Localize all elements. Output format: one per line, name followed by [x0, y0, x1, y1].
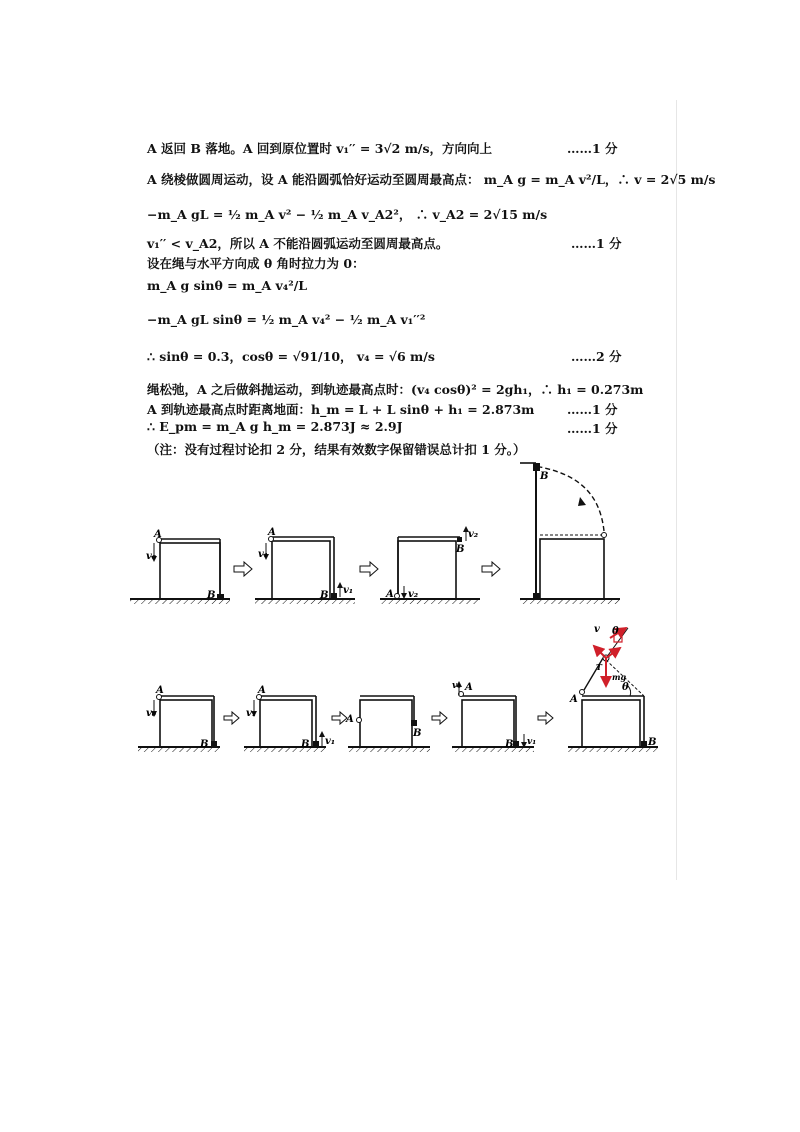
label-A-7: A	[346, 714, 354, 725]
label-B-1: B	[207, 590, 216, 601]
panel-8	[452, 681, 536, 752]
transition-arrow-6	[432, 712, 447, 724]
label-A-9: A	[570, 694, 578, 705]
text-line-6: m_A g sinθ = m_A v₄²/L	[147, 278, 308, 293]
label-v1b-8: v₁	[527, 737, 537, 747]
label-B-8: B	[505, 739, 514, 750]
transition-arrow-2	[360, 562, 378, 576]
panel-7	[345, 696, 430, 752]
diagram-row-2	[0, 620, 800, 765]
score-2: ……1 分	[571, 236, 622, 251]
label-B-9: B	[648, 737, 657, 748]
label-v2b-3: v₂	[468, 529, 479, 540]
label-B-3: B	[456, 544, 465, 555]
label-B-5: B	[200, 739, 209, 750]
text-line-9: 绳松弛，A 之后做斜抛运动，到轨迹最高点时：(v₄ cosθ)² = 2gh₁，∴ h₁ = 0.273m	[147, 382, 644, 397]
panel-6	[244, 685, 335, 752]
label-v1b-6: v₁	[325, 736, 336, 747]
label-v0-1: v₀	[146, 551, 157, 562]
label-A-2: A	[268, 527, 276, 538]
label-mg-9: mg	[612, 672, 627, 682]
label-v2-3: v₂	[408, 589, 419, 600]
label-A-8: A	[465, 682, 473, 693]
label-T-9: T	[596, 662, 602, 672]
label-v1-2: v₁	[258, 549, 269, 560]
text-line-1: A 返回 B 落地。A 回到原位置时 v₁′′ = 3√2 m/s，方向向上	[147, 141, 493, 156]
transition-arrow-3	[482, 562, 500, 576]
label-A-1: A	[154, 529, 162, 540]
label-A-5: A	[156, 685, 164, 696]
label-v1-8: v₁	[452, 681, 462, 691]
label-v-9: v	[594, 624, 600, 635]
score-1: ……1 分	[567, 141, 618, 156]
label-B-4: B	[540, 471, 549, 482]
score-4: ……1 分	[567, 402, 618, 417]
transition-arrow-1	[234, 562, 252, 576]
transition-arrow-5	[332, 712, 347, 724]
panel-3	[380, 527, 480, 604]
label-B-7: B	[413, 728, 422, 739]
score-3: ……2 分	[571, 349, 622, 364]
label-v1-6: v₁	[246, 708, 257, 719]
panel-5	[138, 685, 220, 752]
text-line-2: A 绕棱做圆周运动，设 A 能沿圆弧恰好运动至圆周最高点： m_A g = m_A v²/L，∴ v = 2√5 m/s	[147, 172, 716, 187]
transition-arrow-7	[538, 712, 553, 724]
panel-1	[130, 529, 230, 604]
label-v0-5: v₀	[146, 708, 157, 719]
panel-2	[255, 527, 355, 604]
text-line-5: 设在绳与水平方向成 θ 角时拉力为 0：	[147, 256, 365, 271]
label-B-2: B	[320, 590, 329, 601]
label-v1b-2: v₁	[343, 585, 354, 596]
transition-arrow-4	[224, 712, 239, 724]
text-line-4: v₁′′ < v_A2，所以 A 不能沿圆弧运动至圆周最高点。	[147, 236, 449, 251]
label-A-3: A	[386, 589, 394, 600]
text-line-11: ∴ E_pm = m_A g h_m = 2.873J ≈ 2.9J	[147, 419, 403, 434]
text-line-8: ∴ sinθ = 0.3，cosθ = √91/10， v₄ = √6 m/s	[147, 349, 435, 364]
label-theta-top-9: θ	[612, 626, 619, 637]
text-line-10: A 到轨迹最高点时距离地面：h_m = L + L sinθ + h₁ = 2.873m	[147, 402, 535, 417]
label-B-6: B	[301, 739, 310, 750]
score-5: ……1 分	[567, 421, 618, 436]
panel-4	[520, 463, 620, 604]
diagram-row-1	[0, 455, 800, 615]
note-line: （注：没有过程讨论扣 2 分，结果有效数字保留错误总计扣 1 分。）	[147, 442, 526, 457]
label-theta-9: θ	[622, 682, 629, 693]
text-line-7: −m_A gL sinθ = ½ m_A v₄² − ½ m_A v₁′′²	[147, 312, 426, 327]
panel-9	[568, 624, 658, 752]
label-A-6: A	[258, 685, 266, 696]
text-line-3: −m_A gL = ½ m_A v² − ½ m_A v_A2²， ∴ v_A2 = 2√15 m/s	[147, 207, 548, 222]
